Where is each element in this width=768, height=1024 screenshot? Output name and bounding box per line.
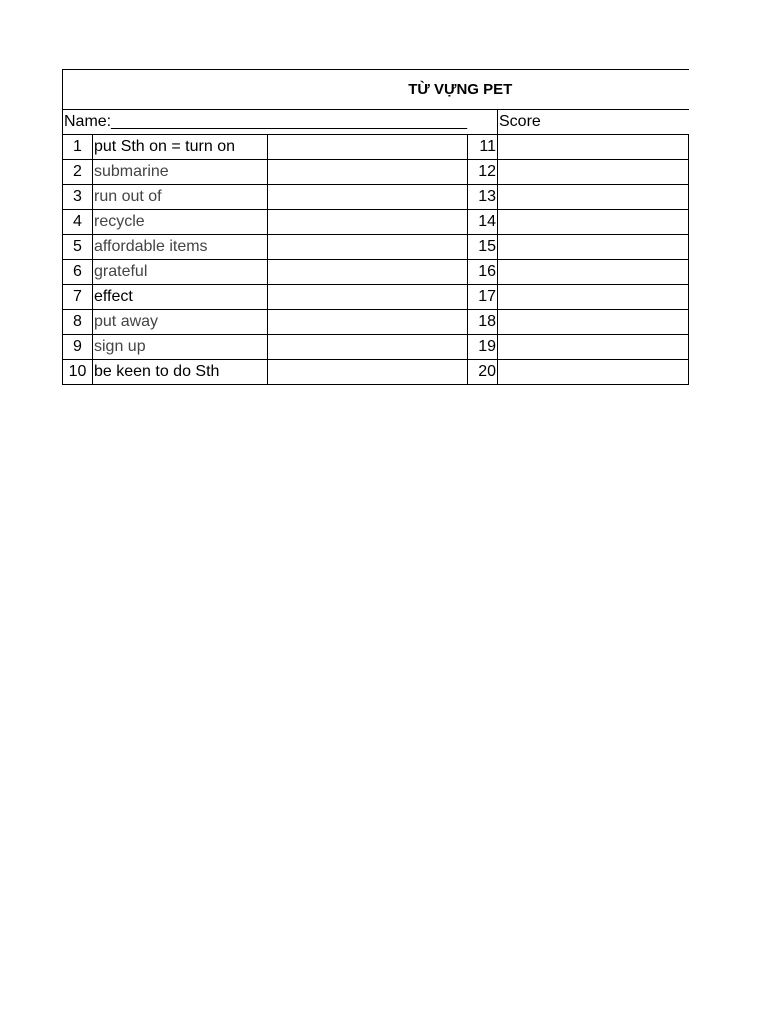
answer-cell[interactable] — [268, 135, 468, 160]
answer-cell-right[interactable] — [498, 185, 689, 210]
answer-cell-right[interactable] — [498, 260, 689, 285]
row-number-right: 17 — [468, 285, 498, 310]
table-row — [63, 210, 689, 235]
name-field-label: Name:________________________________________ — [63, 110, 468, 135]
answer-cell-right[interactable] — [498, 135, 689, 160]
name-gap — [468, 110, 498, 135]
worksheet-title: TỪ VỰNG PET — [63, 70, 689, 110]
answer-cell-right[interactable] — [498, 235, 689, 260]
table-row — [63, 260, 689, 285]
vocab-term: submarine — [93, 160, 268, 185]
vocab-term: affordable items — [93, 235, 268, 260]
row-number: 1 — [63, 135, 93, 160]
answer-cell-right[interactable] — [498, 160, 689, 185]
name-score-row — [63, 110, 689, 135]
vocab-term: sign up — [93, 335, 268, 360]
row-number: 5 — [63, 235, 93, 260]
row-number-right: 13 — [468, 185, 498, 210]
row-number-right: 15 — [468, 235, 498, 260]
row-number-right: 19 — [468, 335, 498, 360]
row-number-right: 14 — [468, 210, 498, 235]
vocab-term: grateful — [93, 260, 268, 285]
answer-cell[interactable] — [268, 185, 468, 210]
row-number: 6 — [63, 260, 93, 285]
answer-cell[interactable] — [268, 360, 468, 385]
table-row — [63, 235, 689, 260]
answer-cell[interactable] — [268, 260, 468, 285]
table-row — [63, 360, 689, 385]
vocab-term: recycle — [93, 210, 268, 235]
table-row — [63, 135, 689, 160]
row-number-right: 16 — [468, 260, 498, 285]
table-row — [63, 185, 689, 210]
row-number-right: 12 — [468, 160, 498, 185]
vocab-term: put away — [93, 310, 268, 335]
row-number: 3 — [63, 185, 93, 210]
row-number: 10 — [63, 360, 93, 385]
answer-cell-right[interactable] — [498, 210, 689, 235]
vocab-term: effect — [93, 285, 268, 310]
answer-cell[interactable] — [268, 210, 468, 235]
answer-cell[interactable] — [268, 235, 468, 260]
row-number: 7 — [63, 285, 93, 310]
score-label: Score — [498, 110, 689, 135]
answer-cell-right[interactable] — [498, 335, 689, 360]
row-number: 8 — [63, 310, 93, 335]
row-number: 4 — [63, 210, 93, 235]
table-row — [63, 335, 689, 360]
vocab-term: run out of — [93, 185, 268, 210]
answer-cell-right[interactable] — [498, 285, 689, 310]
answer-cell-right[interactable] — [498, 310, 689, 335]
vocab-term: put Sth on = turn on — [93, 135, 268, 160]
row-number-right: 11 — [468, 135, 498, 160]
answer-cell[interactable] — [268, 160, 468, 185]
answer-cell[interactable] — [268, 285, 468, 310]
row-number-right: 20 — [468, 360, 498, 385]
table-row — [63, 285, 689, 310]
table-row — [63, 310, 689, 335]
title-row — [63, 70, 689, 110]
row-number: 2 — [63, 160, 93, 185]
answer-cell-right[interactable] — [498, 360, 689, 385]
vocabulary-worksheet — [62, 69, 688, 385]
vocab-table — [62, 69, 689, 385]
answer-cell[interactable] — [268, 335, 468, 360]
answer-cell[interactable] — [268, 310, 468, 335]
vocab-term: be keen to do Sth — [93, 360, 268, 385]
row-number-right: 18 — [468, 310, 498, 335]
table-row — [63, 160, 689, 185]
row-number: 9 — [63, 335, 93, 360]
